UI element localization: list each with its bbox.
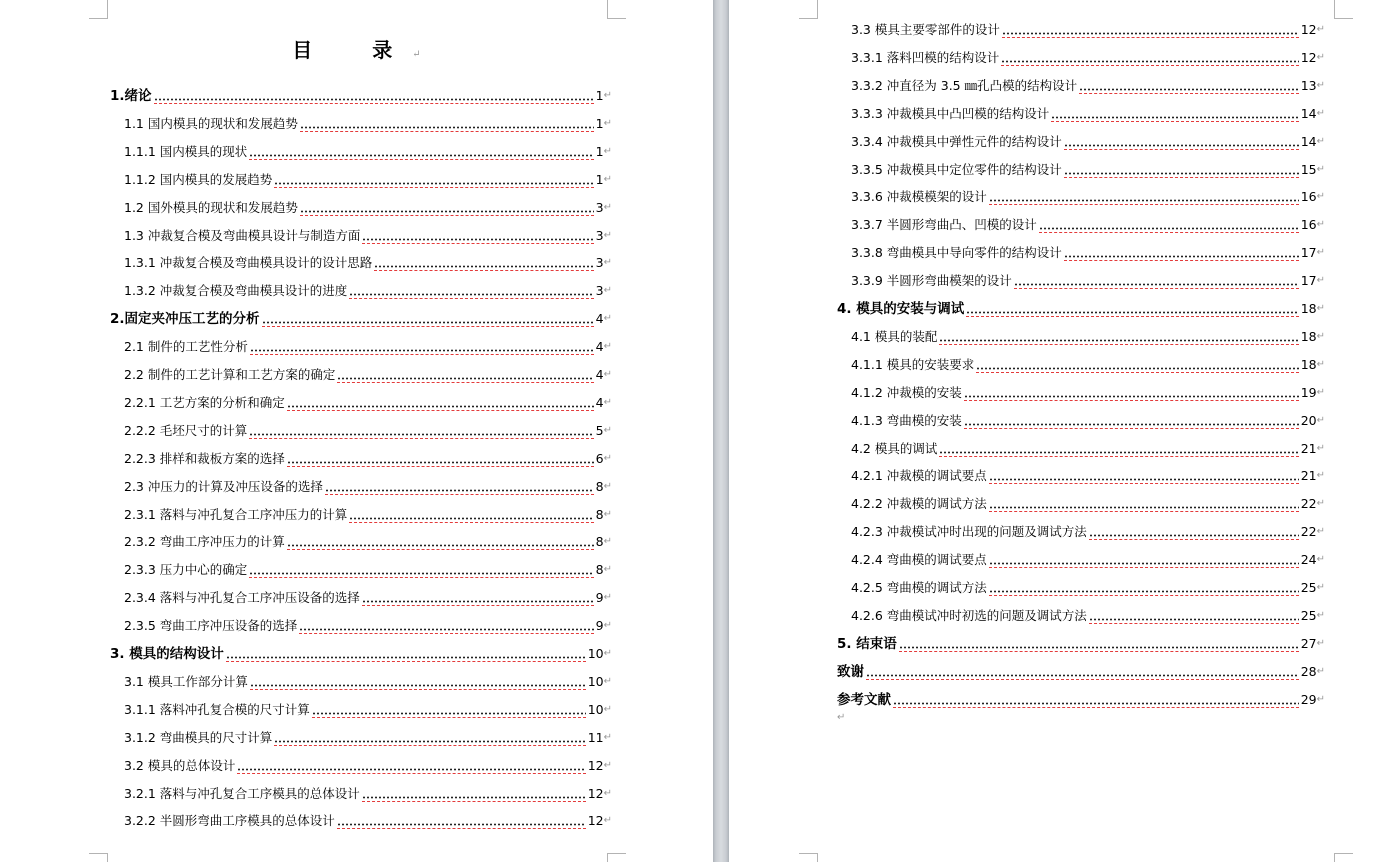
- paragraph-mark-icon: ↵: [603, 90, 612, 101]
- toc-entry[interactable]: [124, 196, 612, 216]
- toc-page-number: 21: [1300, 440, 1317, 456]
- toc-dot-leader: [362, 785, 586, 802]
- toc-dot-leader: [300, 115, 594, 132]
- toc-page-number: 21: [1300, 468, 1317, 484]
- toc-entry[interactable]: [851, 437, 1325, 457]
- toc-entry-label: 2.3.4 落料与冲孔复合工序冲压设备的选择: [124, 590, 360, 606]
- toc-entry-label: 4. 模具的安装与调试: [837, 301, 965, 317]
- toc-page-number: 1: [595, 143, 604, 159]
- margin-corner-mark: [799, 853, 818, 862]
- toc-dot-leader: [237, 757, 585, 774]
- toc-page-number: 17: [1300, 245, 1317, 261]
- toc-page-number: 12: [587, 785, 604, 801]
- toc-page-number: 1: [595, 115, 604, 131]
- toc-entry-label: 3.1.2 弯曲模具的尺寸计算: [124, 729, 273, 745]
- toc-page-number: 18: [1300, 301, 1317, 316]
- paragraph-mark-icon: ↵: [603, 285, 612, 297]
- toc-dot-leader: [893, 691, 1299, 708]
- paragraph-mark-icon: ↵: [1316, 637, 1325, 649]
- toc-entry-label: 2.2.1 工艺方案的分析和确定: [124, 394, 285, 410]
- toc-page-number: 1: [595, 88, 604, 103]
- toc-entry-label: 3.3.3 冲裁模具中凸凹模的结构设计: [851, 105, 1050, 121]
- toc-entry-label: 4.1.2 冲裁模的安装: [851, 384, 962, 400]
- toc-entry[interactable]: [124, 558, 612, 578]
- toc-page-number: 12: [1300, 22, 1317, 37]
- toc-entry-label: 1.绪论: [110, 88, 152, 104]
- toc-dot-leader: [274, 171, 593, 188]
- paragraph-mark-icon: ↵: [1316, 79, 1325, 91]
- toc-dot-leader: [939, 328, 1298, 345]
- toc-page-number: 4: [595, 339, 604, 355]
- toc-page-number: 16: [1300, 189, 1317, 205]
- toc-page-number: 27: [1300, 635, 1317, 651]
- margin-corner-mark: [607, 853, 626, 862]
- paragraph-mark-icon: ↵: [603, 313, 612, 325]
- toc-entry-label: 1.1 国内模具的现状和发展趋势: [124, 115, 298, 131]
- toc-page-number: 4: [595, 311, 604, 327]
- paragraph-mark-icon: ↵: [1316, 330, 1325, 342]
- toc-entry[interactable]: [124, 279, 612, 299]
- toc-entry-label: 2.1 制件的工艺性分析: [124, 339, 248, 355]
- toc-dot-leader: [939, 440, 1298, 457]
- toc-dot-leader: [250, 338, 594, 355]
- toc-entry[interactable]: [851, 492, 1325, 512]
- toc-entry-label: 3.1 模具工作部分计算: [124, 673, 248, 689]
- toc-entry[interactable]: [851, 213, 1325, 233]
- toc-dot-leader: [349, 282, 593, 299]
- margin-corner-mark: [89, 0, 108, 19]
- toc-entry[interactable]: [851, 158, 1325, 178]
- toc-dot-leader: [250, 673, 586, 690]
- paragraph-mark-icon: ↵: [1316, 554, 1325, 566]
- toc-entry-label: 4.2.3 冲裁模试冲时出现的问题及调试方法: [851, 524, 1087, 540]
- paragraph-mark-icon: ↵: [603, 815, 612, 827]
- toc-title-text: 目 录: [292, 38, 413, 62]
- toc-page-number: 10: [587, 646, 604, 661]
- toc-entry-label: 2.3.2 弯曲工序冲压力的计算: [124, 534, 285, 550]
- paragraph-mark-icon: ↵: [603, 117, 612, 129]
- toc-entry-label: 4.2.5 弯曲模的调试方法: [851, 580, 987, 595]
- toc-dot-leader: [989, 551, 1299, 568]
- toc-dot-leader: [287, 533, 594, 550]
- toc-entry[interactable]: [851, 74, 1325, 94]
- toc-dot-leader: [337, 812, 586, 829]
- toc-entry[interactable]: [851, 409, 1325, 429]
- toc-entry-label: 1.3 冲裁复合模及弯曲模具设计与制造方面: [124, 227, 361, 243]
- toc-entry[interactable]: [851, 269, 1325, 289]
- toc-entry-label: 2.2.3 排样和裁板方案的选择: [124, 450, 285, 466]
- toc-dot-leader: [1089, 607, 1299, 624]
- toc-entry[interactable]: [124, 530, 612, 550]
- toc-entry-label: 致谢: [837, 663, 864, 680]
- toc-page-number: 8: [595, 562, 604, 578]
- toc-page-number: 14: [1300, 105, 1317, 121]
- toc-dot-leader: [274, 729, 585, 746]
- toc-page-number: 17: [1300, 273, 1317, 289]
- toc-entry-label: 2.3.5 弯曲工序冲压设备的选择: [124, 618, 298, 634]
- toc-entry[interactable]: [124, 614, 612, 634]
- toc-dot-leader: [1014, 272, 1299, 289]
- toc-entry-label: 1.1.1 国内模具的现状: [124, 143, 248, 159]
- toc-entry[interactable]: [124, 140, 612, 160]
- toc-page-number: 24: [1300, 552, 1317, 568]
- paragraph-mark-icon: ↵: [1316, 275, 1325, 287]
- toc-dot-leader: [249, 422, 593, 439]
- toc-page-number: 18: [1300, 328, 1317, 344]
- toc-dot-leader: [362, 589, 594, 606]
- paragraph-mark-icon: ↵: [603, 396, 612, 408]
- toc-entry[interactable]: [110, 84, 612, 104]
- toc-entry[interactable]: [851, 520, 1325, 540]
- toc-page-number: 9: [595, 618, 604, 634]
- paragraph-mark-icon: ↵: [1316, 135, 1325, 147]
- toc-entry[interactable]: [837, 632, 1325, 652]
- paragraph-mark-icon: ↵: [603, 508, 612, 520]
- paragraph-mark-icon: ↵: [1316, 442, 1325, 454]
- paragraph-mark-icon: ↵: [603, 369, 612, 380]
- toc-page-number: 15: [1300, 161, 1317, 177]
- document-page-right[interactable]: [729, 0, 1375, 862]
- toc-entry[interactable]: [124, 698, 612, 718]
- toc-entry[interactable]: [851, 185, 1325, 205]
- toc-entry[interactable]: [851, 325, 1325, 345]
- toc-entry-label: 2.3.1 落料与冲孔复合工序冲压力的计算: [124, 506, 348, 522]
- toc-dot-leader: [1064, 244, 1299, 261]
- toc-entry[interactable]: [851, 353, 1325, 373]
- paragraph-mark-icon: ↵: [603, 592, 612, 604]
- paragraph-mark-icon: ↵: [603, 759, 612, 771]
- paragraph-mark-icon: ↵: [603, 480, 612, 492]
- toc-dot-leader: [262, 310, 594, 327]
- toc-page-number: 22: [1300, 496, 1317, 512]
- toc-page-number: 28: [1300, 663, 1317, 679]
- toc-page-number: 9: [595, 590, 604, 606]
- toc-entry[interactable]: [124, 447, 612, 467]
- toc-page-number: 3: [595, 199, 604, 215]
- toc-entry-label: 1.2 国外模具的现状和发展趋势: [124, 199, 298, 215]
- toc-entry-label: 1.3.2 冲裁复合模及弯曲模具设计的进度: [124, 283, 348, 299]
- toc-page-number: 16: [1300, 217, 1317, 233]
- toc-dot-leader: [866, 663, 1299, 680]
- paragraph-mark-icon: ↵: [603, 648, 612, 659]
- toc-page-number: 13: [1300, 77, 1317, 93]
- toc-entry-label: 3.1.1 落料冲孔复合模的尺寸计算: [124, 701, 310, 717]
- paragraph-mark-icon: ↵: [603, 564, 612, 576]
- toc-dot-leader: [1064, 133, 1299, 150]
- toc-entry-label: 2.3.3 压力中心的确定: [124, 562, 248, 578]
- toc-dot-leader: [989, 579, 1299, 596]
- toc-entry-label: 3. 模具的结构设计: [110, 646, 224, 662]
- paragraph-mark-icon: ↵: [1316, 107, 1325, 119]
- paragraph-mark-icon: ↵: [1316, 386, 1325, 398]
- paragraph-mark-icon: ↵: [1316, 526, 1325, 538]
- toc-dot-leader: [1064, 161, 1299, 178]
- toc-dot-leader: [287, 450, 594, 467]
- toc-entry[interactable]: [851, 548, 1325, 568]
- toc-entry[interactable]: [851, 46, 1325, 66]
- paragraph-mark-icon: ↵: [1316, 191, 1325, 203]
- toc-entry-label: 3.3.1 落料凹模的结构设计: [851, 49, 1000, 65]
- paragraph-mark-icon: ↵: [603, 731, 612, 743]
- toc-dot-leader: [964, 412, 1299, 429]
- toc-page-number: 20: [1300, 412, 1317, 428]
- paragraph-mark-icon: ↵: [1316, 163, 1325, 175]
- toc-dot-leader: [989, 467, 1299, 484]
- toc-entry[interactable]: [851, 130, 1325, 150]
- toc-entry[interactable]: [837, 297, 1325, 317]
- toc-dot-leader: [362, 227, 593, 244]
- toc-entry-label: 2.2.2 毛坯尺寸的计算: [124, 422, 248, 438]
- toc-dot-leader: [154, 87, 594, 104]
- toc-dot-leader: [1039, 216, 1299, 233]
- toc-entry-label: 3.2.2 半圆形弯曲工序模具的总体设计: [124, 813, 335, 829]
- toc-entry[interactable]: [124, 670, 612, 690]
- toc-entry-label: 4.2.4 弯曲模的调试要点: [851, 552, 987, 568]
- toc-dot-leader: [964, 384, 1299, 401]
- toc-entry-label: 4.2.1 冲裁模的调试要点: [851, 468, 987, 484]
- toc-dot-leader: [299, 617, 593, 634]
- margin-corner-mark: [1334, 0, 1353, 19]
- toc-page-number: 3: [595, 227, 604, 243]
- toc-page-number: 12: [587, 757, 604, 773]
- paragraph-mark-icon: ↵: [1316, 303, 1325, 314]
- toc-entry[interactable]: [124, 782, 612, 802]
- toc-page-number: 4: [595, 394, 604, 410]
- margin-corner-mark: [89, 853, 108, 862]
- toc-page-number: 11: [587, 729, 604, 745]
- paragraph-mark-icon: ↵: [603, 620, 612, 632]
- toc-dot-leader: [1089, 523, 1299, 540]
- paragraph-mark-icon: ↵: [1316, 247, 1325, 259]
- toc-title: [0, 34, 713, 63]
- margin-corner-mark: [1334, 853, 1353, 862]
- paragraph-mark-icon: ↵: [1316, 414, 1325, 426]
- toc-dot-leader: [287, 394, 594, 411]
- toc-entry-label: 3.3.4 冲裁模具中弹性元件的结构设计: [851, 133, 1062, 149]
- toc-dot-leader: [226, 645, 586, 662]
- margin-corner-mark: [607, 0, 626, 19]
- toc-entry[interactable]: [851, 464, 1325, 484]
- toc-dot-leader: [976, 356, 1298, 373]
- toc-page-number: 12: [1300, 49, 1317, 65]
- toc-entry[interactable]: [124, 335, 612, 355]
- toc-entry[interactable]: [124, 726, 612, 746]
- paragraph-mark-icon: ↵: [1316, 609, 1325, 621]
- toc-entry-label: 4.1.1 模具的安装要求: [851, 356, 975, 372]
- toc-entry-label: 2.2 制件的工艺计算和工艺方案的确定: [124, 367, 336, 382]
- paragraph-mark-icon: ↵: [603, 229, 612, 241]
- toc-page-number: 8: [595, 534, 604, 550]
- toc-page-number: 10: [587, 701, 604, 717]
- paragraph-mark-icon: ↵: [603, 424, 612, 436]
- toc-dot-leader: [1001, 49, 1298, 66]
- toc-entry-label: 3.3.2 冲直径为 3.5 ㎜孔凸模的结构设计: [851, 77, 1078, 93]
- toc-entry[interactable]: [851, 18, 1325, 38]
- paragraph-mark-icon: ↵: [603, 341, 612, 353]
- toc-entry[interactable]: [124, 168, 612, 188]
- page-gutter: [713, 0, 729, 862]
- toc-entry[interactable]: [124, 224, 612, 244]
- toc-entry-label: 3.3.8 弯曲模具中导向零件的结构设计: [851, 245, 1062, 261]
- toc-dot-leader: [300, 199, 594, 216]
- toc-page-number: 25: [1300, 580, 1317, 595]
- toc-entry[interactable]: [837, 660, 1325, 680]
- margin-corner-mark: [799, 0, 818, 19]
- toc-dot-leader: [899, 635, 1299, 652]
- paragraph-mark-icon: ↵: [1316, 693, 1325, 705]
- toc-entry-label: 4.1.3 弯曲模的安装: [851, 412, 962, 428]
- toc-entry[interactable]: [851, 241, 1325, 261]
- paragraph-mark-icon: ↵: [1316, 51, 1325, 63]
- toc-entry-label: 1.3.1 冲裁复合模及弯曲模具设计的设计思路: [124, 255, 373, 271]
- toc-page-number: 25: [1300, 607, 1317, 623]
- toc-entry[interactable]: [124, 363, 612, 383]
- toc-page-number: 5: [595, 422, 604, 438]
- toc-page-number: 29: [1300, 691, 1317, 707]
- toc-dot-leader: [312, 701, 586, 718]
- toc-dot-leader: [966, 300, 1298, 317]
- toc-entry[interactable]: [851, 576, 1325, 596]
- toc-page-number: 10: [587, 673, 604, 689]
- paragraph-mark-icon: ↵: [1316, 470, 1325, 482]
- toc-page-number: 14: [1300, 133, 1317, 149]
- toc-page-number: 1: [595, 171, 604, 187]
- paragraph-mark-icon: ↵: [603, 145, 612, 157]
- toc-dot-leader: [1051, 105, 1298, 122]
- toc-entry-label: 4.2.6 弯曲模试冲时初选的问题及调试方法: [851, 607, 1087, 623]
- paragraph-mark-icon: ↵: [603, 201, 612, 213]
- toc-entry-label: 3.2 模具的总体设计: [124, 757, 236, 773]
- paragraph-mark-icon: ↵: [1316, 24, 1325, 35]
- toc-dot-leader: [337, 366, 593, 383]
- toc-entry-label: 1.1.2 国内模具的发展趋势: [124, 171, 273, 187]
- toc-entry[interactable]: [124, 754, 612, 774]
- toc-entry-label: 4.1 模具的装配: [851, 328, 938, 344]
- toc-dot-leader: [1079, 77, 1299, 94]
- toc-entry-label: 3.3 模具主要零部件的设计: [851, 22, 1000, 37]
- toc-entry[interactable]: [124, 503, 612, 523]
- paragraph-mark-icon: ↵: [1316, 358, 1325, 370]
- toc-entry[interactable]: [124, 251, 612, 271]
- toc-entry[interactable]: [837, 688, 1325, 708]
- toc-entry-label: 4.2 模具的调试: [851, 440, 938, 456]
- paragraph-mark-icon: ↵: [1316, 665, 1325, 677]
- paragraph-mark-icon: ↵: [603, 452, 612, 464]
- toc-dot-leader: [349, 506, 593, 523]
- paragraph-mark-icon: ↵: [603, 787, 612, 799]
- toc-entry[interactable]: [851, 604, 1325, 624]
- toc-dot-leader: [325, 478, 594, 495]
- paragraph-mark-icon: ↵: [412, 49, 421, 60]
- toc-page-number: 22: [1300, 524, 1317, 540]
- toc-entry[interactable]: [124, 112, 612, 132]
- toc-entry[interactable]: [124, 391, 612, 411]
- toc-entry-label: 3.3.7 半圆形弯曲凸、凹模的设计: [851, 217, 1037, 233]
- toc-entry-label: 2.固定夹冲压工艺的分析: [110, 311, 260, 328]
- toc-entry-label: 参考文献: [837, 691, 891, 708]
- toc-entry-label: 4.2.2 冲裁模的调试方法: [851, 496, 987, 512]
- toc-page-number: 8: [595, 506, 604, 522]
- paragraph-mark-icon: ↵: [603, 675, 612, 687]
- paragraph-mark-icon: ↵: [603, 703, 612, 715]
- toc-page-number: 6: [595, 450, 604, 466]
- paragraph-mark-icon: ↵: [603, 257, 612, 269]
- toc-entry[interactable]: [124, 586, 612, 606]
- toc-page-number: 3: [595, 283, 604, 299]
- toc-entry[interactable]: [124, 475, 612, 495]
- toc-entry-label: 3.3.9 半圆形弯曲模架的设计: [851, 273, 1012, 289]
- toc-entry[interactable]: [110, 642, 612, 662]
- toc-page-number: 12: [587, 813, 604, 829]
- toc-page-number: 8: [595, 478, 604, 494]
- toc-entry-label: 5. 结束语: [837, 635, 897, 652]
- toc-dot-leader: [249, 561, 593, 578]
- toc-entry-label: 3.3.6 冲裁模模架的设计: [851, 189, 987, 205]
- toc-entry[interactable]: [110, 307, 612, 327]
- toc-entry[interactable]: [124, 419, 612, 439]
- toc-entry-label: 3.3.5 冲裁模具中定位零件的结构设计: [851, 161, 1062, 177]
- toc-dot-leader: [374, 254, 593, 271]
- toc-page-number: 18: [1300, 356, 1317, 372]
- paragraph-mark-icon: ↵: [603, 173, 612, 185]
- paragraph-mark-icon: ↵: [1316, 219, 1325, 231]
- paragraph-mark-icon: ↵: [837, 712, 846, 723]
- toc-page-number: 4: [595, 367, 604, 382]
- toc-entry[interactable]: [851, 102, 1325, 122]
- toc-entry[interactable]: [851, 381, 1325, 401]
- toc-dot-leader: [989, 188, 1299, 205]
- toc-dot-leader: [249, 143, 593, 160]
- paragraph-mark-icon: ↵: [603, 536, 612, 548]
- paragraph-mark-icon: ↵: [1316, 582, 1325, 593]
- toc-dot-leader: [989, 495, 1299, 512]
- toc-dot-leader: [1002, 21, 1299, 38]
- toc-page-number: 19: [1300, 384, 1317, 400]
- toc-entry-label: 3.2.1 落料与冲孔复合工序模具的总体设计: [124, 785, 360, 801]
- toc-entry-label: 2.3 冲压力的计算及冲压设备的选择: [124, 478, 323, 494]
- paragraph-mark-icon: ↵: [1316, 498, 1325, 510]
- toc-page-number: 3: [595, 255, 604, 271]
- toc-entry[interactable]: [124, 809, 612, 829]
